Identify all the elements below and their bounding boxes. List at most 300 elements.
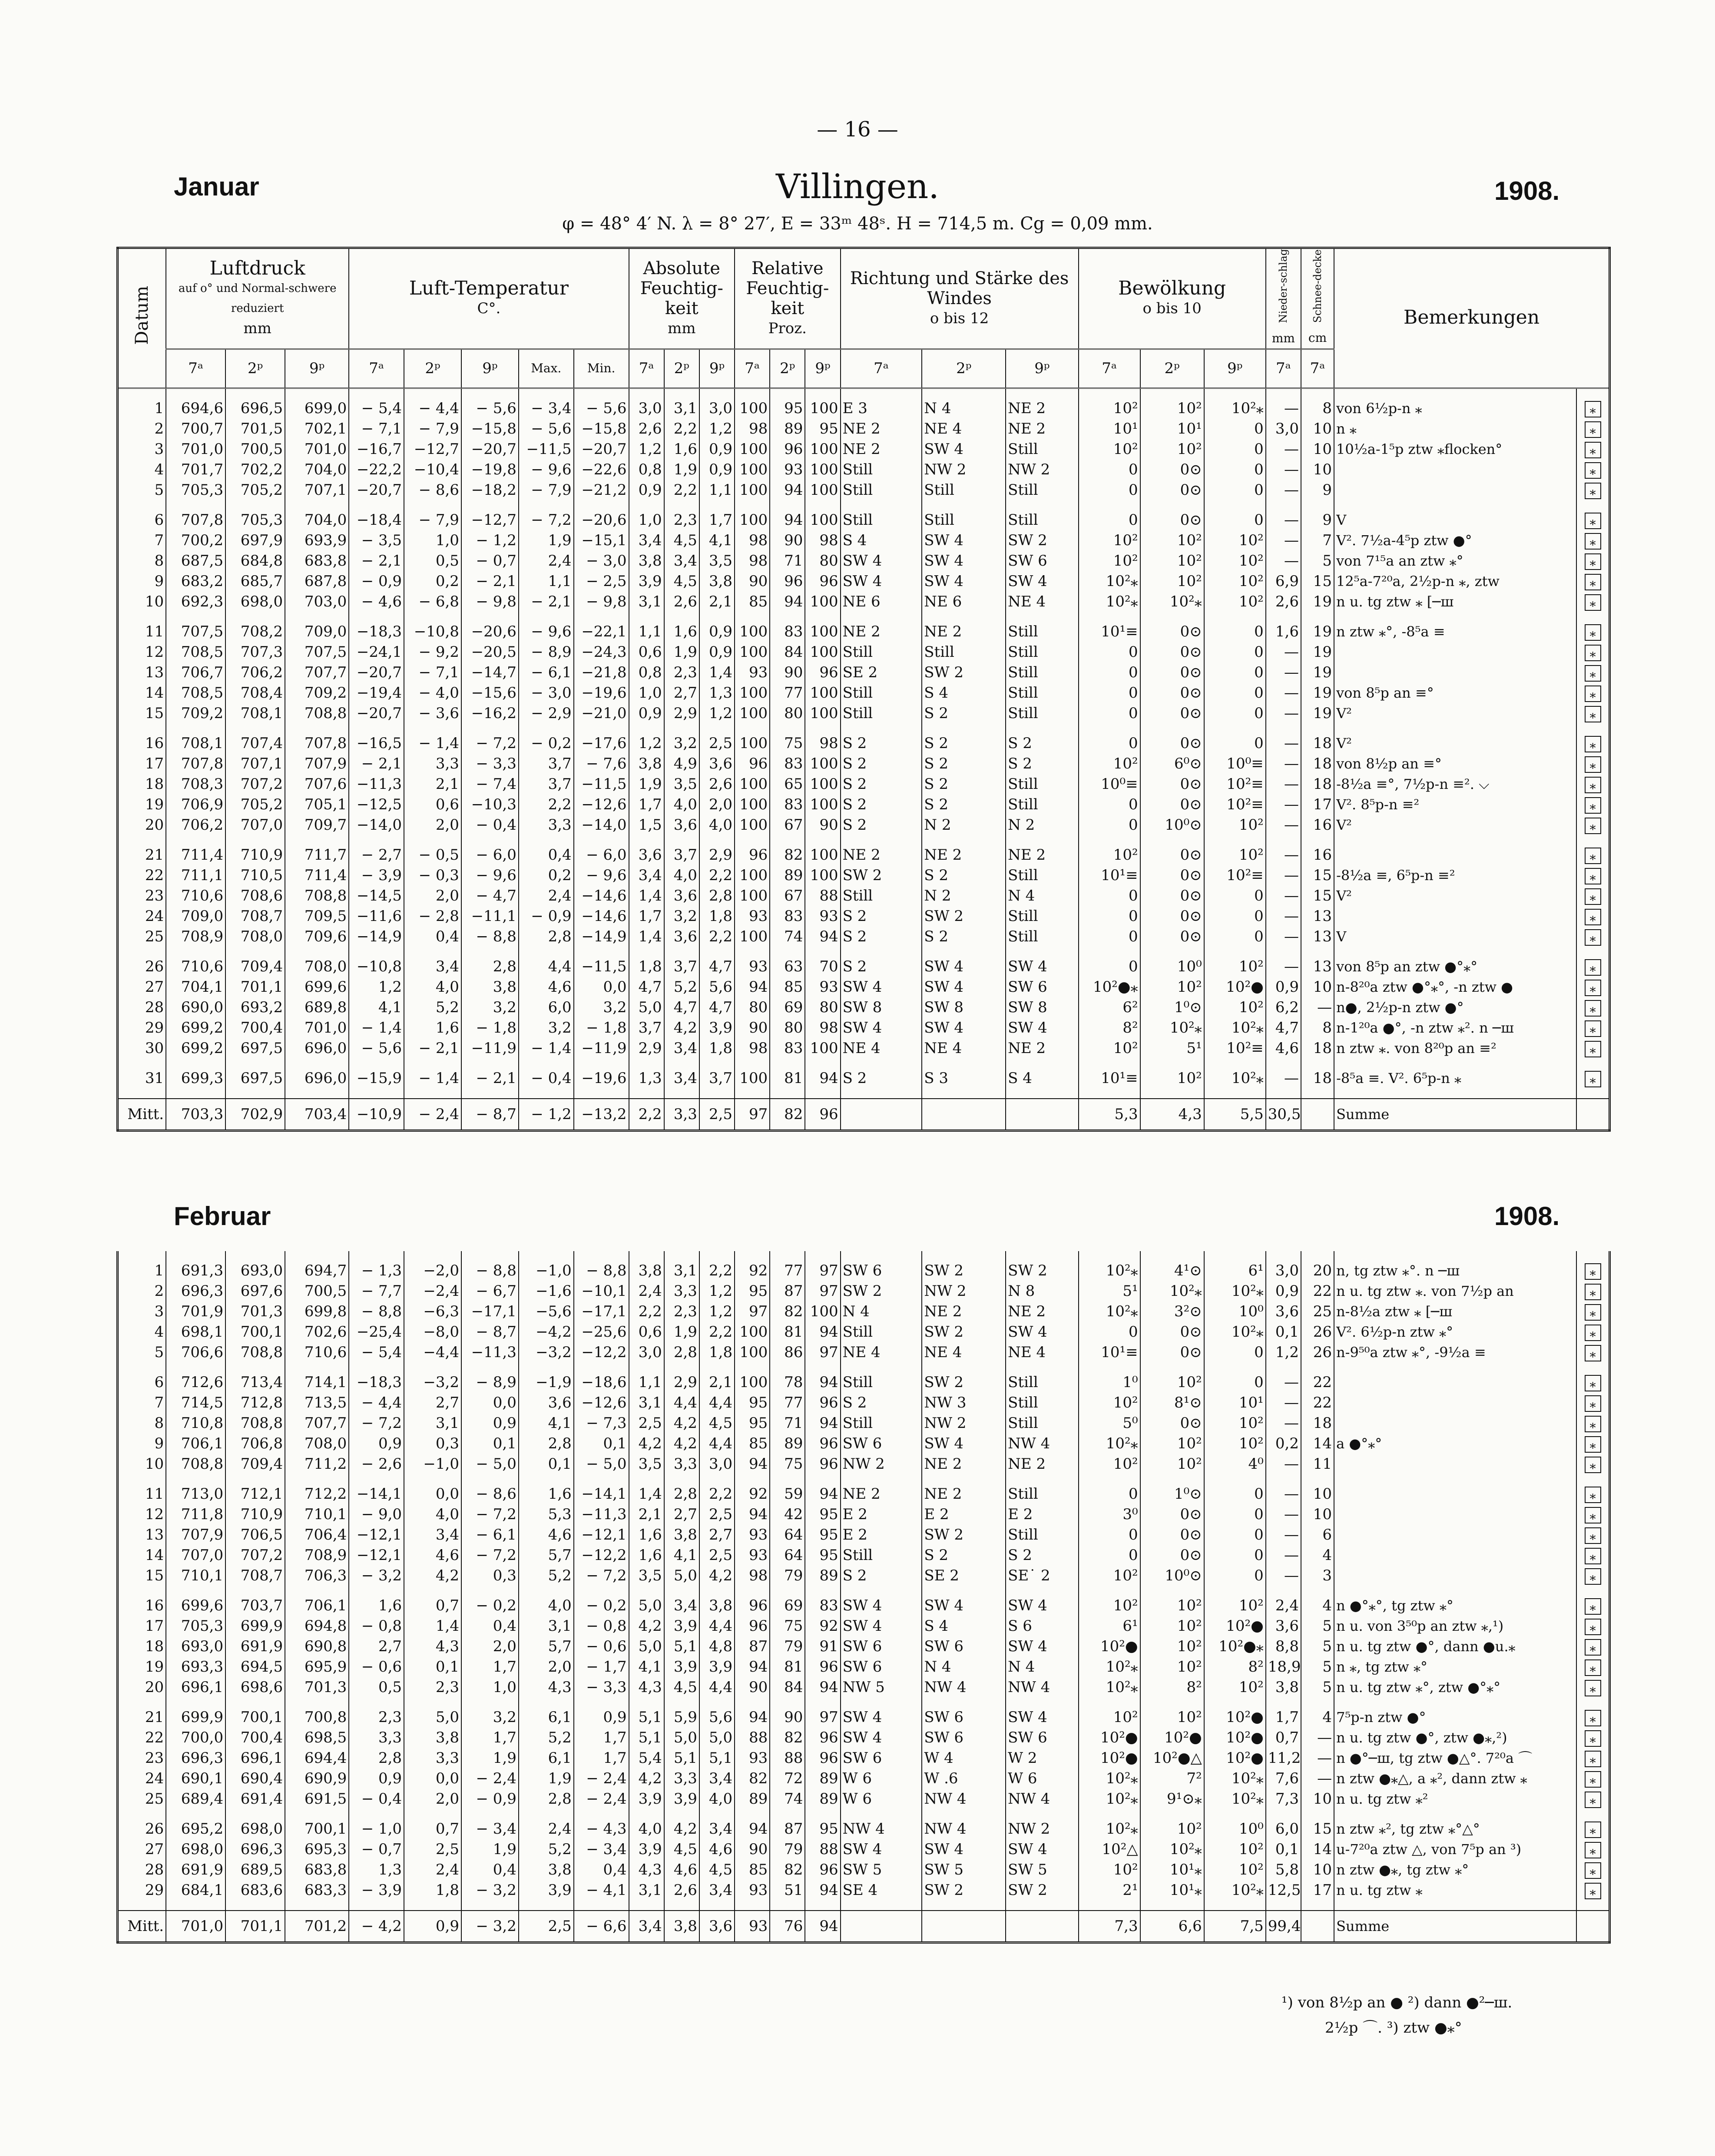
temp-9p-cell: − 6,1: [461, 1525, 519, 1545]
temp-max-cell: 0,1: [519, 1454, 574, 1474]
temp-9p-cell: − 0,2: [461, 1596, 519, 1616]
abs-9p-cell: 2,2: [699, 1484, 735, 1504]
abs-2p-cell: 3,3: [664, 1099, 699, 1131]
snow-marker-box: ⁎: [1585, 1284, 1601, 1300]
temp-min-cell: − 5,0: [574, 1454, 629, 1474]
snow-marker-box: ⁎: [1585, 1710, 1601, 1726]
temp-7a-cell: 0,9: [349, 1769, 404, 1789]
snow-marker-box: ⁎: [1585, 959, 1601, 976]
temp-2p-cell: 4,0: [404, 1504, 461, 1525]
schneedecke-cell: —: [1301, 1748, 1334, 1769]
cloud-2p-cell: 10²: [1140, 1819, 1204, 1839]
rel-2p-cell: 51: [770, 1880, 805, 1901]
bemerkung-cell: 12⁵a-7²⁰a, 2½p-n ⁎, ztw: [1334, 571, 1576, 592]
druck-2p-cell: 707,3: [225, 642, 285, 662]
rel-7a-cell: 92: [735, 1261, 770, 1281]
cloud-9p-cell: 10²●: [1204, 1616, 1266, 1636]
druck-7a-cell: 713,0: [166, 1484, 225, 1504]
month-heading-januar: Januar: [174, 172, 259, 201]
wind-9p-cell: SW 4: [1006, 957, 1078, 977]
rel-2p-cell: 88: [770, 1748, 805, 1769]
temp-max-cell: 3,3: [519, 815, 574, 835]
temp-max-cell: − 3,0: [519, 683, 574, 703]
druck-7a-cell: 696,1: [166, 1677, 225, 1698]
druck-9p-cell: 689,8: [285, 997, 349, 1018]
abs-2p-cell: 3,4: [664, 551, 699, 571]
rel-2p-cell: 63: [770, 957, 805, 977]
abs-7a-cell: 3,1: [629, 1880, 664, 1901]
wind-2p-cell: S 2: [922, 1545, 1006, 1566]
wind-2p-cell: S 2: [922, 733, 1006, 754]
temp-7a-cell: − 0,7: [349, 1839, 404, 1860]
cloud-7a-cell: 0: [1079, 957, 1140, 977]
cloud-7a-cell: 0: [1079, 683, 1140, 703]
abs-2p-cell: 3,5: [664, 774, 699, 795]
rel-9p-cell: 80: [805, 997, 840, 1018]
table-row: [118, 886, 1610, 906]
druck-2p-cell: 710,9: [225, 845, 285, 865]
abs-2p-cell: 3,9: [664, 1616, 699, 1636]
temp-max-cell: −1,9: [519, 1372, 574, 1393]
temp-max-cell: − 9,6: [519, 622, 574, 642]
table-row: [118, 845, 1610, 865]
temp-9p-cell: −10,3: [461, 795, 519, 815]
rel-2p-cell: 94: [770, 592, 805, 612]
abs-7a-cell: 4,2: [629, 1434, 664, 1454]
temp-7a-cell: −18,3: [349, 1372, 404, 1393]
temp-9p-cell: − 9,6: [461, 865, 519, 886]
marker-cell: [1576, 1454, 1609, 1474]
snow-marker-box: ⁎: [1585, 1771, 1601, 1788]
wind-7a-cell: SW 4: [841, 1707, 922, 1728]
temp-max-cell: 4,6: [519, 977, 574, 997]
rel-2p-cell: 81: [770, 1322, 805, 1342]
druck-7a-cell: 699,9: [166, 1707, 225, 1728]
table-row: [118, 1636, 1610, 1657]
rel-9p-cell: 94: [805, 1484, 840, 1504]
snow-marker-box: ⁎: [1585, 706, 1601, 722]
wind-9p-cell: Still: [1006, 927, 1078, 947]
wind-7a-cell: Still: [841, 1545, 922, 1566]
cloud-2p-cell: 10²: [1140, 1707, 1204, 1728]
datum-cell: 6: [118, 1372, 166, 1393]
cloud-2p-cell: 0⊙: [1140, 1504, 1204, 1525]
abs-7a-cell: 1,2: [629, 733, 664, 754]
temp-9p-cell: 3,8: [461, 977, 519, 997]
abs-2p-cell: 2,3: [664, 1302, 699, 1322]
cloud-2p-cell: 0⊙: [1140, 622, 1204, 642]
temp-max-cell: 4,4: [519, 957, 574, 977]
bemerkung-cell: [1334, 1566, 1576, 1586]
wind-7a-cell: NE 2: [841, 439, 922, 460]
rel-2p-cell: 94: [770, 510, 805, 530]
rel-7a-cell: 94: [735, 1454, 770, 1474]
temp-9p-cell: −12,7: [461, 510, 519, 530]
marker-cell: [1576, 1302, 1609, 1322]
rel-2p-cell: 82: [770, 845, 805, 865]
schneedecke-cell: 8: [1301, 1018, 1334, 1038]
druck-9p-cell: 708,9: [285, 1545, 349, 1566]
wind-2p-cell: Still: [922, 642, 1006, 662]
druck-2p-cell: 713,4: [225, 1372, 285, 1393]
rel-2p-cell: 67: [770, 815, 805, 835]
schneedecke-cell: 10: [1301, 1504, 1334, 1525]
temp-2p-cell: 1,0: [404, 530, 461, 551]
wind-2p-cell: [922, 1099, 1006, 1131]
rel-7a-cell: 93: [735, 1525, 770, 1545]
niederschlag-cell: —: [1266, 460, 1301, 480]
temp-min-cell: − 9,6: [574, 865, 629, 886]
cloud-9p-cell: 10²: [1204, 571, 1266, 592]
marker-cell: [1576, 886, 1609, 906]
druck-2p-cell: 689,5: [225, 1860, 285, 1880]
hdr-2p: 2ᵖ: [664, 349, 699, 388]
abs-2p-cell: 1,6: [664, 439, 699, 460]
cloud-2p-cell: 0⊙: [1140, 774, 1204, 795]
abs-9p-cell: 1,1: [699, 480, 735, 500]
cloud-7a-cell: 10²: [1079, 1393, 1140, 1413]
wind-7a-cell: NE 2: [841, 1484, 922, 1504]
abs-2p-cell: 2,3: [664, 510, 699, 530]
bemerkung-cell: [1334, 1484, 1576, 1504]
niederschlag-cell: —: [1266, 1545, 1301, 1566]
rel-2p-cell: 75: [770, 1616, 805, 1636]
table-row: [118, 1616, 1610, 1636]
rel-7a-cell: 97: [735, 1302, 770, 1322]
temp-2p-cell: − 8,6: [404, 480, 461, 500]
wind-9p-cell: SW 5: [1006, 1860, 1078, 1880]
abs-2p-cell: 4,2: [664, 1819, 699, 1839]
temp-9p-cell: − 5,0: [461, 1454, 519, 1474]
schneedecke-cell: 15: [1301, 571, 1334, 592]
druck-2p-cell: 708,0: [225, 927, 285, 947]
temp-min-cell: − 8,8: [574, 1261, 629, 1281]
rel-2p-cell: 83: [770, 754, 805, 774]
abs-2p-cell: 3,9: [664, 1789, 699, 1809]
marker-cell: [1576, 571, 1609, 592]
temp-min-cell: −22,6: [574, 460, 629, 480]
niederschlag-cell: 3,6: [1266, 1302, 1301, 1322]
temp-2p-cell: 0,7: [404, 1596, 461, 1616]
cloud-9p-cell: 10⁰≡: [1204, 754, 1266, 774]
snow-marker-box: ⁎: [1585, 1730, 1601, 1747]
druck-2p-cell: 707,2: [225, 774, 285, 795]
temp-9p-cell: 3,2: [461, 1707, 519, 1728]
wind-7a-cell: SE 4: [841, 1880, 922, 1901]
wind-7a-cell: Still: [841, 642, 922, 662]
rel-2p-cell: 77: [770, 683, 805, 703]
table-row: [118, 1860, 1610, 1880]
cloud-7a-cell: 5⁰: [1079, 1413, 1140, 1434]
table-row: [118, 1322, 1610, 1342]
temp-min-cell: −21,2: [574, 480, 629, 500]
wind-7a-cell: Still: [841, 886, 922, 906]
schneedecke-cell: 10: [1301, 419, 1334, 439]
rel-9p-cell: 97: [805, 1261, 840, 1281]
niederschlag-cell: 1,6: [1266, 622, 1301, 642]
temp-9p-cell: − 9,8: [461, 592, 519, 612]
rel-7a-cell: 95: [735, 1413, 770, 1434]
datum-cell: 10: [118, 1454, 166, 1474]
temp-2p-cell: 4,2: [404, 1566, 461, 1586]
niederschlag-cell: —: [1266, 1484, 1301, 1504]
wind-2p-cell: SW 4: [922, 1018, 1006, 1038]
rel-2p-cell: 75: [770, 1454, 805, 1474]
datum-cell: 5: [118, 1342, 166, 1363]
hdr-2p: 2ᵖ: [225, 349, 285, 388]
abs-7a-cell: 1,8: [629, 957, 664, 977]
rel-2p-cell: 87: [770, 1281, 805, 1302]
rel-7a-cell: 93: [735, 662, 770, 683]
cloud-7a-cell: 10²△: [1079, 1839, 1140, 1860]
temp-2p-cell: 0,0: [404, 1484, 461, 1504]
cloud-2p-cell: 0⊙: [1140, 845, 1204, 865]
temp-max-cell: 2,5: [519, 1911, 574, 1943]
niederschlag-cell: —: [1266, 957, 1301, 977]
temp-max-cell: − 8,9: [519, 642, 574, 662]
bemerkung-cell: V². 6½p-n ztw ⁎°: [1334, 1322, 1576, 1342]
table-row: [118, 1454, 1610, 1474]
rel-7a-cell: 93: [735, 1748, 770, 1769]
station-title: Villingen.: [775, 167, 940, 206]
datum-cell: 19: [118, 1657, 166, 1677]
temp-max-cell: − 1,4: [519, 1038, 574, 1059]
hdr-7a: 7ᵃ: [1079, 349, 1140, 388]
druck-9p-cell: 706,1: [285, 1596, 349, 1616]
wind-7a-cell: NE 4: [841, 1342, 922, 1363]
rel-2p-cell: 78: [770, 1372, 805, 1393]
druck-2p-cell: 683,6: [225, 1880, 285, 1901]
temp-7a-cell: 1,6: [349, 1596, 404, 1616]
temp-max-cell: 0,2: [519, 865, 574, 886]
wind-9p-cell: S 2: [1006, 733, 1078, 754]
header-niederschlag: Nieder-schlag mm: [1266, 248, 1301, 349]
druck-9p-cell: 709,5: [285, 906, 349, 927]
marker-cell: [1576, 419, 1609, 439]
datum-cell: 12: [118, 1504, 166, 1525]
druck-9p-cell: 701,3: [285, 1677, 349, 1698]
temp-min-cell: − 7,6: [574, 754, 629, 774]
rel-7a-cell: 90: [735, 1677, 770, 1698]
rel-9p-cell: 90: [805, 815, 840, 835]
druck-9p-cell: 691,5: [285, 1789, 349, 1809]
cloud-7a-cell: 10²: [1079, 845, 1140, 865]
cloud-9p-cell: 0: [1204, 662, 1266, 683]
rel-7a-cell: 100: [735, 642, 770, 662]
druck-2p-cell: 697,5: [225, 1068, 285, 1089]
cloud-9p-cell: 0: [1204, 622, 1266, 642]
wind-9p-cell: NE 4: [1006, 1342, 1078, 1363]
rel-7a-cell: 90: [735, 1839, 770, 1860]
hdr-2p: 2ᵖ: [922, 349, 1006, 388]
cloud-7a-cell: 10¹: [1079, 419, 1140, 439]
cloud-2p-cell: 8¹⊙: [1140, 1393, 1204, 1413]
marker-cell: [1576, 906, 1609, 927]
rel-2p-cell: 75: [770, 733, 805, 754]
wind-7a-cell: SW 4: [841, 1018, 922, 1038]
druck-2p-cell: 708,7: [225, 1566, 285, 1586]
wind-7a-cell: Still: [841, 1322, 922, 1342]
table-row: [118, 1566, 1610, 1586]
wind-7a-cell: NE 2: [841, 622, 922, 642]
niederschlag-cell: 0,9: [1266, 977, 1301, 997]
wind-2p-cell: S 2: [922, 927, 1006, 947]
cloud-7a-cell: 10²: [1079, 1566, 1140, 1586]
temp-7a-cell: 0,5: [349, 1677, 404, 1698]
temp-2p-cell: 2,0: [404, 815, 461, 835]
abs-7a-cell: 1,4: [629, 886, 664, 906]
cloud-7a-cell: 1⁰: [1079, 1372, 1140, 1393]
table-row: [118, 480, 1610, 500]
cloud-9p-cell: 0: [1204, 460, 1266, 480]
rel-2p-cell: 69: [770, 997, 805, 1018]
rel-9p-cell: 94: [805, 1068, 840, 1089]
wind-7a-cell: SW 5: [841, 1860, 922, 1880]
wind-2p-cell: SW 4: [922, 439, 1006, 460]
druck-2p-cell: 700,5: [225, 439, 285, 460]
datum-cell: 9: [118, 571, 166, 592]
snow-marker-box: ⁎: [1585, 1325, 1601, 1341]
snow-marker-box: ⁎: [1585, 1659, 1601, 1676]
cloud-7a-cell: 10²⁎: [1079, 592, 1140, 612]
abs-7a-cell: 3,4: [629, 530, 664, 551]
rel-7a-cell: 90: [735, 1018, 770, 1038]
druck-7a-cell: 698,0: [166, 1839, 225, 1860]
abs-2p-cell: 4,5: [664, 571, 699, 592]
temp-min-cell: −11,9: [574, 1038, 629, 1059]
bemerkung-cell: [1334, 460, 1576, 480]
druck-9p-cell: 700,8: [285, 1707, 349, 1728]
temp-min-cell: −20,6: [574, 510, 629, 530]
wind-2p-cell: NW 4: [922, 1819, 1006, 1839]
bemerkung-cell: V²: [1334, 815, 1576, 835]
rel-7a-cell: 96: [735, 754, 770, 774]
abs-7a-cell: 1,4: [629, 1484, 664, 1504]
schneedecke-cell: 10: [1301, 460, 1334, 480]
temp-7a-cell: −25,4: [349, 1322, 404, 1342]
schneedecke-cell: 15: [1301, 865, 1334, 886]
rel-2p-cell: 89: [770, 865, 805, 886]
temp-9p-cell: 1,7: [461, 1728, 519, 1748]
temp-9p-cell: −20,7: [461, 439, 519, 460]
snow-marker-box: ⁎: [1585, 1862, 1601, 1879]
temp-max-cell: − 2,9: [519, 703, 574, 724]
temp-7a-cell: − 7,7: [349, 1281, 404, 1302]
temp-max-cell: − 3,4: [519, 398, 574, 419]
temp-2p-cell: − 7,9: [404, 419, 461, 439]
wind-2p-cell: S 4: [922, 683, 1006, 703]
rel-7a-cell: 100: [735, 1322, 770, 1342]
temp-min-cell: − 4,3: [574, 1819, 629, 1839]
temp-9p-cell: −11,1: [461, 906, 519, 927]
marker-cell: [1576, 510, 1609, 530]
snow-marker-box: ⁎: [1585, 1598, 1601, 1615]
abs-9p-cell: 2,5: [699, 1545, 735, 1566]
bemerkung-cell: n-8½a ztw ⁎ [─ш: [1334, 1302, 1576, 1322]
niederschlag-cell: 3,0: [1266, 419, 1301, 439]
table-row: [118, 1769, 1610, 1789]
temp-max-cell: 3,6: [519, 1393, 574, 1413]
temp-2p-cell: 0,4: [404, 927, 461, 947]
temp-min-cell: 0,0: [574, 977, 629, 997]
rel-9p-cell: 94: [805, 1372, 840, 1393]
table-row: [118, 1728, 1610, 1748]
cloud-7a-cell: 10²: [1079, 398, 1140, 419]
temp-7a-cell: −10,9: [349, 1099, 404, 1131]
wind-7a-cell: S 2: [841, 774, 922, 795]
wind-9p-cell: NW 4: [1006, 1789, 1078, 1809]
cloud-7a-cell: 0: [1079, 927, 1140, 947]
druck-2p-cell: 707,0: [225, 815, 285, 835]
rel-9p-cell: 96: [805, 1728, 840, 1748]
temp-min-cell: − 3,0: [574, 551, 629, 571]
temp-9p-cell: 1,9: [461, 1839, 519, 1860]
wind-9p-cell: SW 4: [1006, 1596, 1078, 1616]
temp-max-cell: −1,0: [519, 1261, 574, 1281]
bemerkung-cell: von 6½p-n ⁎: [1334, 398, 1576, 419]
niederschlag-cell: —: [1266, 1413, 1301, 1434]
bemerkung-cell: u-7²⁰a ztw △, von 7⁵p an ³): [1334, 1839, 1576, 1860]
rel-7a-cell: 100: [735, 460, 770, 480]
bemerkung-cell: [1334, 480, 1576, 500]
temp-9p-cell: 0,4: [461, 1860, 519, 1880]
druck-2p-cell: 705,3: [225, 510, 285, 530]
wind-2p-cell: S 2: [922, 754, 1006, 774]
hdr-9p: 9ᵖ: [1006, 349, 1078, 388]
druck-2p-cell: 702,9: [225, 1099, 285, 1131]
abs-2p-cell: 3,4: [664, 1038, 699, 1059]
niederschlag-cell: 5,8: [1266, 1860, 1301, 1880]
wind-9p-cell: SW 6: [1006, 551, 1078, 571]
temp-min-cell: −21,8: [574, 662, 629, 683]
rel-7a-cell: 100: [735, 510, 770, 530]
druck-7a-cell: 709,0: [166, 906, 225, 927]
temp-9p-cell: 1,0: [461, 1677, 519, 1698]
temp-9p-cell: − 3,3: [461, 754, 519, 774]
rel-9p-cell: 100: [805, 683, 840, 703]
druck-7a-cell: 687,5: [166, 551, 225, 571]
bemerkung-cell: -8½a ≡°, 7½p-n ≡². ⌵: [1334, 774, 1576, 795]
schneedecke-cell: —: [1301, 1728, 1334, 1748]
abs-7a-cell: 0,6: [629, 642, 664, 662]
snow-marker-box: ⁎: [1585, 624, 1601, 641]
schneedecke-cell: 22: [1301, 1281, 1334, 1302]
temp-2p-cell: 0,1: [404, 1657, 461, 1677]
druck-2p-cell: 693,0: [225, 1261, 285, 1281]
hdr-min: Min.: [574, 349, 629, 388]
druck-9p-cell: 709,7: [285, 815, 349, 835]
abs-9p-cell: 4,7: [699, 957, 735, 977]
wind-7a-cell: [841, 1911, 922, 1943]
februar-table: [116, 1251, 1611, 1944]
rel-7a-cell: 82: [735, 1769, 770, 1789]
temp-2p-cell: 2,7: [404, 1393, 461, 1413]
abs-2p-cell: 1,9: [664, 1322, 699, 1342]
bemerkung-cell: n ztw ●⁎, tg ztw ⁎°: [1334, 1860, 1576, 1880]
datum-cell: 17: [118, 754, 166, 774]
temp-9p-cell: −16,2: [461, 703, 519, 724]
schneedecke-cell: —: [1301, 1769, 1334, 1789]
table-row: [118, 774, 1610, 795]
cloud-9p-cell: 10²●: [1204, 1707, 1266, 1728]
temp-min-cell: − 9,8: [574, 592, 629, 612]
wind-9p-cell: SW 6: [1006, 1728, 1078, 1748]
temp-7a-cell: −14,1: [349, 1484, 404, 1504]
schneedecke-cell: 13: [1301, 957, 1334, 977]
cloud-7a-cell: 10²⁎: [1079, 1302, 1140, 1322]
wind-7a-cell: NW 4: [841, 1819, 922, 1839]
niederschlag-cell: 0,1: [1266, 1322, 1301, 1342]
